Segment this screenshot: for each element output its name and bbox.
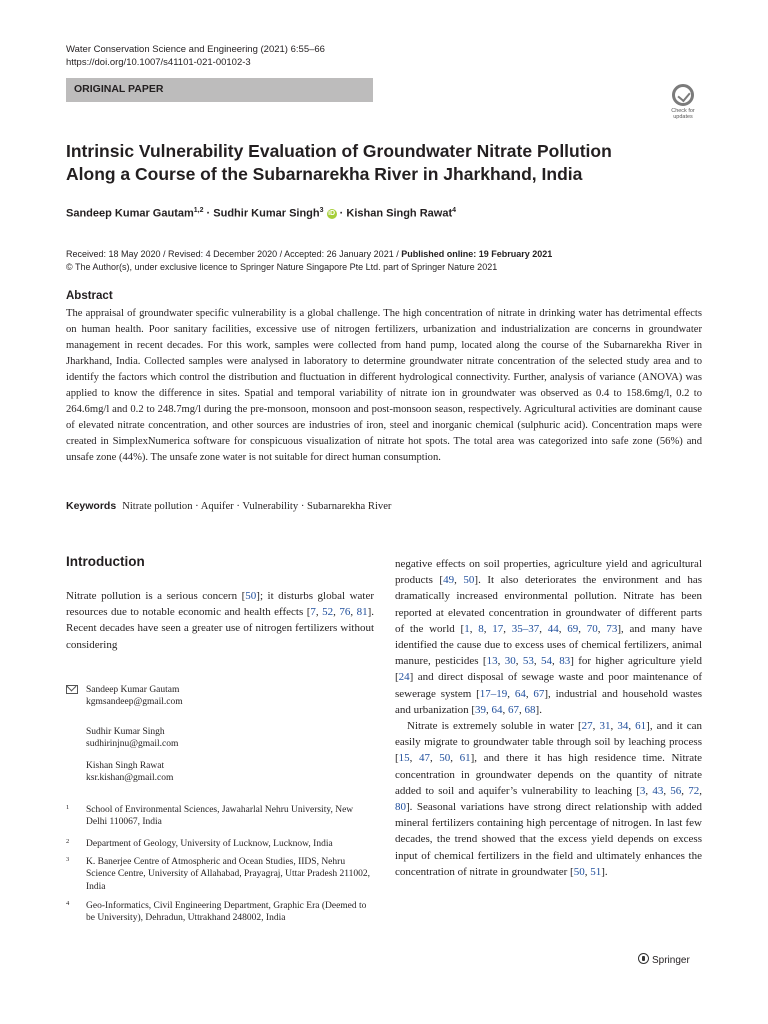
body-text: ]; it disturbs global water resources due to notable economic and health effects [	[66, 590, 375, 619]
body-text: ,	[503, 622, 512, 635]
citation-link[interactable]: 43	[652, 784, 664, 797]
paper-title	[66, 140, 686, 186]
citation-link[interactable]: 50	[463, 574, 475, 587]
body-text: ]. It also deteriorates the environment and has dramatically increased environmental pollution. Nitrate has been reported at elevated concentration in groundwater of different parts of the world [	[395, 574, 703, 635]
body-text: ,	[429, 752, 440, 765]
citation-link[interactable]: 30	[504, 655, 516, 668]
contact-name: Sandeep Kumar Gautam	[86, 685, 180, 695]
contact-2	[86, 726, 178, 751]
copyright-line: © The Author(s), under exclusive licence to Springer Nature Singapore Pte Ltd. part of Springer Nature 2021	[66, 262, 498, 272]
date-history: Received: 18 May 2020 / Revised: 4 December 2020 / Accepted: 26 January 2021 /	[66, 249, 402, 259]
body-text: ,	[502, 703, 509, 716]
citation-link[interactable]: 64	[491, 703, 503, 716]
citation-link[interactable]: 76	[339, 606, 351, 619]
journal-citation: Water Conservation Science and Engineering (2021) 6:55–66	[66, 44, 325, 55]
citation-link[interactable]: 72	[688, 784, 700, 797]
author-2-affil: 3	[319, 207, 324, 214]
check-for-updates-badge[interactable]	[664, 84, 702, 124]
body-text: ,	[507, 687, 515, 700]
citation-link[interactable]: 64	[514, 687, 526, 700]
title-line-1: Intrinsic Vulnerability Evaluation of Groundwater Nitrate Pollution	[66, 141, 612, 161]
citation-link[interactable]: 81	[356, 606, 368, 619]
citation-link[interactable]: 49	[443, 574, 455, 587]
publication-history	[66, 248, 552, 274]
body-text: ,	[533, 655, 542, 668]
abstract-heading: Abstract	[66, 290, 113, 302]
citation-link[interactable]: 17–19	[479, 687, 508, 700]
citation-link[interactable]: 1	[464, 622, 470, 635]
body-text: ,	[469, 622, 479, 635]
citation-link[interactable]: 56	[670, 784, 682, 797]
publisher-logo	[638, 953, 690, 966]
body-text: ,	[628, 720, 636, 733]
body-text: ] for higher agriculture yield [	[395, 655, 703, 684]
abstract-text: The appraisal of groundwater specific vulnerability is a global challenge. The high concentration of nitrate in drinking water has detrimental effects on human health. Poor sanitary facilities, excessive use of nitrogen fertilizers, urbanization and industrialization are concerns in groundwater management in recent decades. For this work, samples were collected from hand pump, located along the course of the Subarnarekha River in Jharkhand, India. Collected samples were analysed in laboratory to determine groundwater nitrate concentration of the selected study area and to identify the factors which control the distribution and fluctuation in different hydrological connectivity. Further, analysis of variance (ANOVA) was applied to know the difference in sites. Spatial and temporal variability of nitrate ion in groundwater was observed as 0.4 to 158.6mg/l, 0.2 to 264.6mg/l and 0.2 to 248.7mg/l during the pre-monsoon, monsoon and post-monsoon season, respectively. Agricultural activities are dominant cause of elevated nitrate concentration, and other sources are industries of iron, steel and inorganic chemical (sulphuric acid). Concentration maps were created in SimplexNumerica software for conspicuous visualization of nitrate hot spots. The total area was categorized into safe zone (56%) and unsafe zone (44%). The unsafe zone water is not suitable for direct human consumption.	[66, 308, 702, 463]
author-1[interactable]: Sandeep Kumar Gautam	[66, 207, 194, 220]
citation-link[interactable]: 52	[322, 606, 334, 619]
body-text: ,	[578, 622, 587, 635]
body-text: negative effects on soil properties, agriculture yield and agricultural products [	[395, 558, 702, 587]
contact-name: Kishan Singh Rawat	[86, 761, 165, 771]
citation-link[interactable]: 50	[573, 865, 585, 878]
citation-link[interactable]: 7	[310, 606, 316, 619]
intro-paragraph-1	[395, 556, 702, 718]
citation-link[interactable]: 8	[478, 622, 484, 635]
body-text: ,	[350, 606, 357, 619]
citation-link[interactable]: 13	[486, 655, 498, 668]
body-text: ], and many have identified the cause due to excess uses of chemical fertilizers, animal manure, pesticides [	[395, 622, 703, 668]
body-text: ,	[409, 752, 419, 765]
body-text: ,	[645, 784, 653, 797]
citation-link[interactable]: 69	[567, 622, 579, 635]
body-text: ,	[584, 865, 591, 878]
published-online: Published online: 19 February 2021	[401, 249, 553, 259]
contact-name: Sudhir Kumar Singh	[86, 727, 165, 737]
citation-link[interactable]: 68	[524, 703, 536, 716]
orcid-icon[interactable]: iD	[328, 209, 336, 217]
author-3[interactable]: Kishan Singh Rawat	[346, 207, 453, 220]
intro-left-column	[66, 588, 374, 653]
body-text: ,	[497, 655, 505, 668]
body-text: ]. Recent decades have seen a greater use of nitrogen fertilizers without considering	[66, 606, 375, 651]
citation-link[interactable]: 54	[541, 655, 553, 668]
body-text: Nitrate is extremely soluble in water [	[407, 720, 582, 733]
body-text: ,	[610, 720, 618, 733]
body-text: ].	[601, 865, 608, 878]
body-text: ,	[450, 752, 460, 765]
body-text: ]. Seasonal variations have strong direct relationship with added mineral fertilizers containing high percentage of nitrogen. In last few decades, the trend showed that the excess yield depends on excess input of chemical fertilizers in the field and ultimately enhances the concentration of nitrate in groundwater [	[395, 801, 702, 878]
contact-3	[86, 760, 173, 785]
citation-link[interactable]: 70	[586, 622, 598, 635]
author-3-affil: 4	[452, 207, 457, 214]
intro-paragraph-2	[395, 718, 702, 880]
body-text: ,	[699, 784, 703, 797]
paper-type-ribbon	[66, 78, 373, 102]
contact-email[interactable]: sudhirinjnu@gmail.com	[86, 739, 179, 750]
citation-link[interactable]: 50	[439, 752, 451, 765]
journal-header	[66, 43, 325, 69]
citation-link[interactable]: 50	[245, 590, 257, 602]
body-text: ,	[539, 622, 548, 635]
body-text: ,	[519, 703, 525, 716]
contact-email[interactable]: ksr.kishan@gmail.com	[86, 773, 174, 784]
contact-1	[86, 684, 183, 709]
citation-link[interactable]: 3	[639, 784, 646, 797]
citation-link[interactable]: 27	[581, 720, 593, 733]
citation-link[interactable]: 73	[606, 622, 618, 635]
body-text: ,	[597, 622, 607, 635]
citation-link[interactable]: 61	[459, 752, 471, 765]
body-text: ,	[483, 622, 493, 635]
citation-link[interactable]: 44	[547, 622, 559, 635]
body-text: ,	[552, 655, 560, 668]
intro-right-column	[395, 556, 702, 880]
keywords	[66, 500, 391, 512]
author-2[interactable]: Sudhir Kumar Singh	[213, 207, 320, 220]
body-text: ,	[315, 606, 323, 619]
body-text: ] and direct disposal of sewage waste and poor maintenance of sewerage system [	[395, 671, 702, 700]
body-text: ,	[333, 606, 340, 619]
body-text: ].	[535, 703, 542, 716]
contact-email[interactable]: kgmsandeep@gmail.com	[86, 697, 183, 708]
keywords-text: Nitrate pollution · Aquifer · Vulnerability · Subarnarekha River	[122, 501, 392, 512]
doi-link[interactable]: https://doi.org/10.1007/s41101-021-00102-3	[66, 57, 251, 68]
publisher-name: Springer	[652, 955, 690, 966]
author-list: Sandeep Kumar Gautam$^{1,2}$ · Sudhir Kumar Singh$^3$ iD · Kishan Singh Rawat$^4$	[66, 207, 457, 220]
citation-link[interactable]: 39	[475, 703, 487, 716]
citation-link[interactable]: 24	[398, 671, 410, 684]
body-text: ], industrial and household wastes and urbanization [	[395, 687, 702, 716]
body-text: ,	[454, 574, 464, 587]
citation-link[interactable]: 51	[590, 865, 602, 878]
body-text: ,	[663, 784, 671, 797]
citation-link[interactable]: 31	[599, 720, 611, 733]
citation-link[interactable]: 15	[398, 752, 410, 765]
paper-type-label: ORIGINAL PAPER	[74, 83, 164, 95]
check-updates-icon	[672, 84, 694, 106]
citation-link[interactable]: 47	[418, 752, 430, 765]
body-text: ], and it can easily migrate to groundwater table through soil by leaching process [	[395, 720, 703, 765]
check-updates-label: Check for updates	[671, 108, 695, 120]
title-line-2: Along a Course of the Subarnarekha River in Jharkhand, India	[66, 164, 583, 184]
body-text: ], and there it has high residence time. Nitrate concentration in groundwater depends on the quantity of nitrate added to soil and aquifer’s vulnerability to leaching [	[395, 752, 703, 797]
citation-link[interactable]: 67	[508, 703, 520, 716]
keywords-label: Keywords	[66, 500, 117, 512]
body-text: ,	[515, 655, 523, 668]
body-text: ,	[592, 720, 600, 733]
citation-link[interactable]: 35–37	[511, 622, 540, 635]
body-text: ,	[525, 687, 534, 700]
envelope-icon	[66, 685, 78, 694]
springer-horse-icon	[638, 953, 649, 964]
body-text: ,	[558, 622, 568, 635]
citation-link[interactable]: 61	[635, 720, 647, 733]
citation-link[interactable]: 53	[522, 655, 534, 668]
author-1-affil: 1,2	[193, 207, 204, 214]
body-text: ,	[486, 703, 492, 716]
citation-link[interactable]: 80	[395, 801, 406, 814]
citation-link[interactable]: 67	[533, 687, 545, 700]
body-text: ,	[681, 784, 689, 797]
introduction-heading: Introduction	[66, 554, 145, 569]
body-text: Nitrate pollution is a serious concern [	[66, 590, 246, 602]
citation-link[interactable]: 17	[492, 622, 504, 635]
citation-link[interactable]: 34	[617, 720, 629, 733]
citation-link[interactable]: 83	[559, 655, 571, 668]
